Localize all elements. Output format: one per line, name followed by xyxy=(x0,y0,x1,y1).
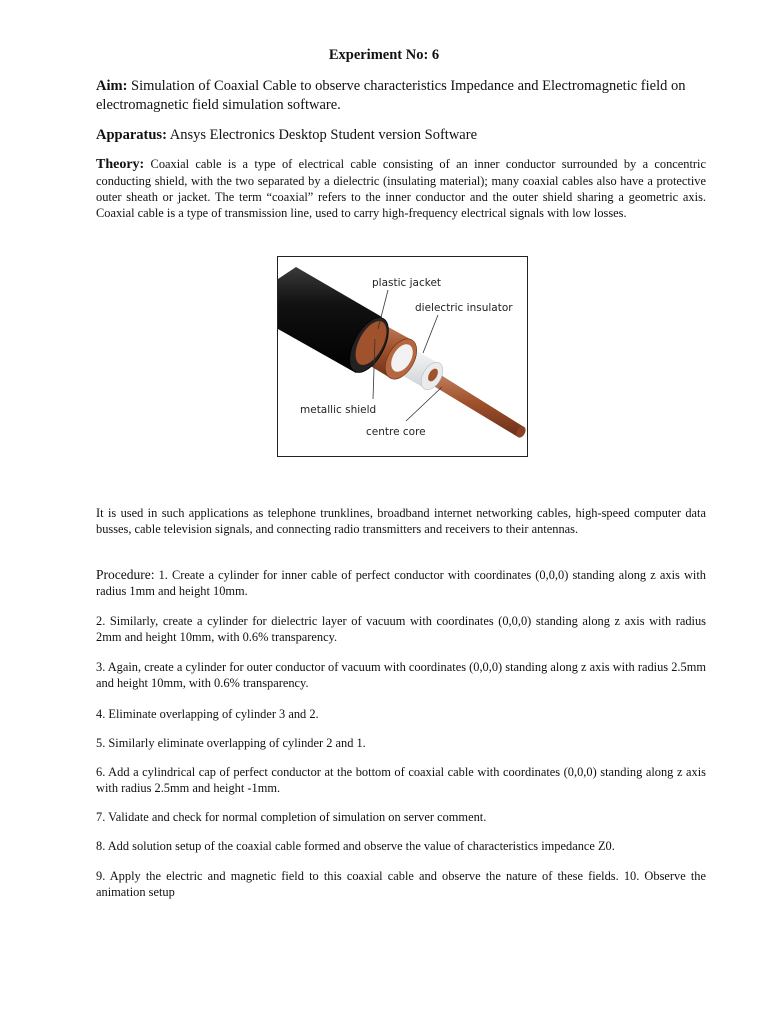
aim-text: Simulation of Coaxial Cable to observe characteristics Impedance and Electromagnetic field on electromagnetic field simulation software. xyxy=(96,78,686,113)
procedure-step-8: 8. Add solution setup of the coaxial cable formed and observe the value of characteristics impedance Z0. xyxy=(96,839,615,853)
aim-paragraph xyxy=(96,77,706,115)
procedure-label: Procedure: xyxy=(96,567,155,582)
coaxial-cable-figure xyxy=(277,256,528,457)
experiment-title: Experiment No: 6 xyxy=(328,47,440,63)
apparatus-paragraph xyxy=(96,126,706,145)
apparatus-text: Ansys Electronics Desktop Student version Software xyxy=(166,127,477,143)
coaxial-cable-illustration xyxy=(278,257,527,456)
procedure-step-9: 9. Apply the electric and magnetic field to this coaxial cable and observe the nature of these fields. 10. Observe the animation setup xyxy=(96,869,706,899)
step-1-text: 1. Create a cylinder for inner cable of perfect conductor with coordinates (0,0,0) standing along z axis with radius 1mm and height 10mm. xyxy=(96,568,706,598)
label-centre-core: centre core xyxy=(366,426,426,438)
procedure-step-1 xyxy=(96,567,706,599)
procedure-step-3: 3. Again, create a cylinder for outer conductor of vacuum with coordinates (0,0,0) standing along z axis with radius 2.5mm and height 10mm, with 0.6% transparency. xyxy=(96,660,706,690)
procedure-step-4: 4. Eliminate overlapping of cylinder 3 and 2. xyxy=(96,707,319,721)
applications-paragraph: It is used in such applications as telephone trunklines, broadband internet networking cables, high-speed computer data busses, cable television signals, and connecting radio transmitters and receivers to their antennas. xyxy=(96,506,706,536)
label-plastic-jacket: plastic jacket xyxy=(372,277,442,289)
procedure-step-5: 5. Similarly eliminate overlapping of cylinder 2 and 1. xyxy=(96,736,366,750)
theory-label: Theory: xyxy=(96,157,145,172)
procedure-step-7: 7. Validate and check for normal completion of simulation on server comment. xyxy=(96,810,487,824)
procedure-step-2: 2. Similarly, create a cylinder for dielectric layer of vacuum with coordinates (0,0,0) standing along z axis with radius 2mm and height 10mm, with 0.6% transparency. xyxy=(96,614,706,644)
theory-text: Coaxial cable is a type of electrical cable consisting of an inner conductor surrounded by a concentric conducting shield, with the two separated by a dielectric (insulating material); many coaxial cables also have a protective outer sheath or jacket. The term “coaxial” refers to the inner conductor and the outer shield sharing a geometric axis. Coaxial cable is a type of transmission line, used to carry high-frequency electrical signals with low losses. xyxy=(96,157,706,220)
apparatus-label: Apparatus: xyxy=(96,127,167,143)
dielectric-leader xyxy=(423,315,438,353)
theory-paragraph xyxy=(96,156,706,221)
procedure-step-6: 6. Add a cylindrical cap of perfect conductor at the bottom of coaxial cable with coordinates (0,0,0) standing along z axis with radius 2.5mm and height -1mm. xyxy=(96,765,706,795)
label-metallic-shield: metallic shield xyxy=(300,404,377,416)
aim-label: Aim: xyxy=(96,78,128,94)
label-dielectric-insulator: dielectric insulator xyxy=(415,302,513,314)
centre-core-leader xyxy=(406,387,442,421)
